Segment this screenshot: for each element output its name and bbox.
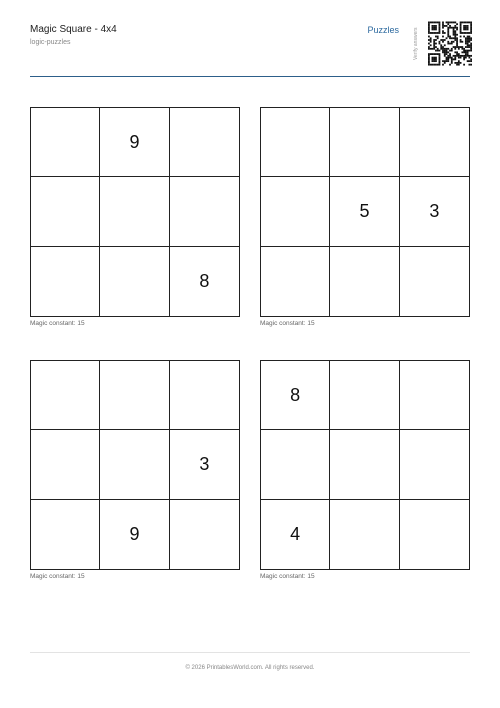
magic-constant-caption: Magic constant: 15 [30, 320, 85, 327]
puzzle-1 [30, 107, 241, 327]
grid-cell[interactable] [261, 430, 330, 499]
grid-cell[interactable] [330, 108, 399, 177]
page-title: Magic Square - 4x4 [30, 24, 117, 35]
puzzle-4 [260, 360, 471, 580]
puzzle-2 [260, 107, 471, 327]
grid-cell[interactable]: 4 [261, 500, 330, 569]
magic-constant-caption: Magic constant: 15 [260, 320, 315, 327]
grid-cell[interactable] [31, 177, 100, 246]
grid-cell[interactable] [330, 247, 399, 316]
grid-cell[interactable] [400, 361, 469, 430]
grid-cell[interactable] [100, 430, 169, 499]
grid-cell[interactable] [330, 361, 399, 430]
grid-cell[interactable] [330, 500, 399, 569]
grid-cell[interactable]: 5 [330, 177, 399, 246]
grid-cell[interactable] [31, 247, 100, 316]
puzzle-grid [260, 360, 470, 570]
grid-cell[interactable] [31, 500, 100, 569]
verify-answers-label: Verify answers [413, 27, 419, 61]
header-divider [30, 76, 470, 77]
puzzle-3 [30, 360, 241, 580]
magic-constant-caption: Magic constant: 15 [30, 573, 85, 580]
grid-cell[interactable] [31, 108, 100, 177]
puzzle-grid [30, 360, 240, 570]
qr-code-icon[interactable] [428, 16, 472, 71]
grid-cell[interactable] [330, 430, 399, 499]
grid-cell[interactable] [400, 247, 469, 316]
grid-cell[interactable] [31, 361, 100, 430]
grid-cell[interactable] [100, 361, 169, 430]
puzzle-grid [30, 107, 240, 317]
puzzle-grid [260, 107, 470, 317]
category-link[interactable]: Puzzles [367, 25, 399, 35]
grid-cell[interactable]: 3 [170, 430, 239, 499]
grid-cell[interactable]: 8 [199, 270, 210, 291]
grid-cell[interactable] [400, 430, 469, 499]
page-subtitle: logic-puzzles [30, 39, 71, 46]
footer-copyright: © 2026 PrintablesWorld.com. All rights reserved. [185, 665, 315, 671]
grid-cell[interactable]: 3 [400, 177, 469, 246]
magic-constant-caption: Magic constant: 15 [260, 573, 315, 580]
grid-cell[interactable] [100, 177, 169, 246]
grid-cell[interactable] [261, 177, 330, 246]
footer-divider [30, 652, 470, 653]
grid-cell[interactable] [170, 361, 239, 430]
grid-cell[interactable] [261, 247, 330, 316]
grid-cell[interactable]: 8 [261, 361, 330, 430]
grid-cell[interactable] [400, 500, 469, 569]
grid-cell[interactable] [170, 177, 239, 246]
grid-cell[interactable] [100, 247, 169, 316]
grid-cell[interactable] [31, 430, 100, 499]
grid-cell[interactable] [400, 108, 469, 177]
grid-cell[interactable] [261, 108, 330, 177]
grid-cell[interactable] [170, 500, 239, 569]
grid-cell[interactable]: 9 [100, 500, 169, 569]
grid-cell[interactable] [170, 108, 239, 177]
grid-cell[interactable]: 9 [100, 108, 169, 177]
